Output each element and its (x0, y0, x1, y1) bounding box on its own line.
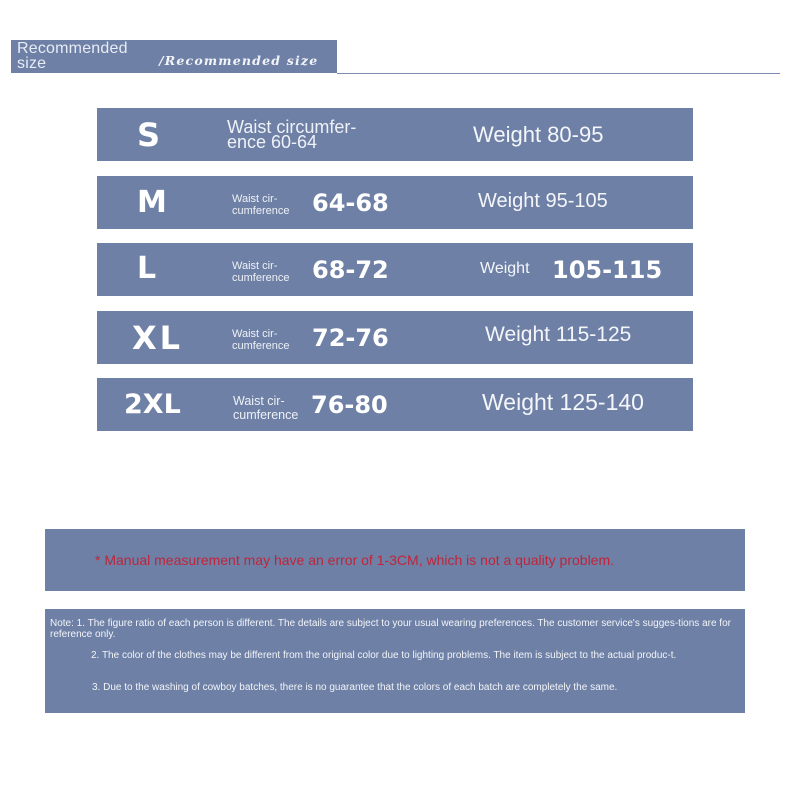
waist-label-line2: ence 60-64 (227, 132, 318, 152)
weight-label: Weight (480, 260, 530, 277)
waist-range: 76-80 (311, 391, 388, 419)
waist-label-line2: cumference (232, 272, 290, 284)
waist-label-line1: Waist cir- (232, 260, 278, 272)
weight-text: Weight 80-95 (473, 122, 604, 147)
weight-text: Weight 115-125 (485, 323, 632, 346)
measurement-notice (45, 529, 745, 591)
size-label: L (137, 251, 157, 286)
size-label: S (137, 116, 161, 154)
size-row-2xl (97, 378, 693, 431)
weight-text: Weight 125-140 (482, 389, 644, 415)
waist-label (227, 117, 417, 152)
size-label: M (137, 185, 167, 220)
note-1: Note: 1. The figure ratio of each person is different. The details are subject to your usual wearing preferences. The customer service's sugges-tions are for reference only. (50, 618, 731, 640)
waist-label-line1: Waist cir- (233, 394, 285, 408)
waist-range: 72-76 (312, 324, 389, 352)
waist-label-line1: Waist cir- (232, 328, 278, 340)
note-3: 3. Due to the washing of cowboy batches, there is no guarantee that the colors of each batch are completely the same. (92, 682, 618, 693)
size-row-xl (97, 311, 693, 364)
waist-label-line2: cumference (233, 408, 299, 422)
size-label: XL (132, 319, 184, 357)
size-row-l (97, 243, 693, 296)
waist-label-line1: Waist cir- (232, 193, 278, 205)
waist-label (232, 193, 289, 217)
notice-text: * Manual measurement may have an error of 1-3CM, which is not a quality problem. (95, 552, 615, 568)
waist-range: 64-68 (312, 189, 389, 217)
size-row-m (97, 176, 693, 229)
waist-label-line2: cumference (232, 340, 290, 352)
waist-label-line1: Waist circumfer- (227, 117, 357, 137)
header-script-title: /Recommended size (159, 53, 319, 68)
header-title: Recommended size (17, 40, 128, 72)
notes-box (45, 609, 745, 713)
note-2: 2. The color of the clothes may be different from the original color due to lighting problems. The item is subject to the actual produc-t. (91, 650, 677, 661)
waist-range: 68-72 (312, 256, 389, 284)
header-tag (11, 40, 337, 73)
waist-label-line2: cumference (232, 205, 290, 217)
weight-text: Weight 95-105 (478, 190, 608, 212)
size-row-s (97, 108, 693, 161)
header-divider (337, 73, 780, 74)
size-label: 2XL (124, 389, 181, 420)
waist-label (233, 394, 298, 422)
waist-label (232, 260, 289, 284)
weight-range: 105-115 (552, 256, 663, 284)
waist-label (232, 328, 289, 352)
